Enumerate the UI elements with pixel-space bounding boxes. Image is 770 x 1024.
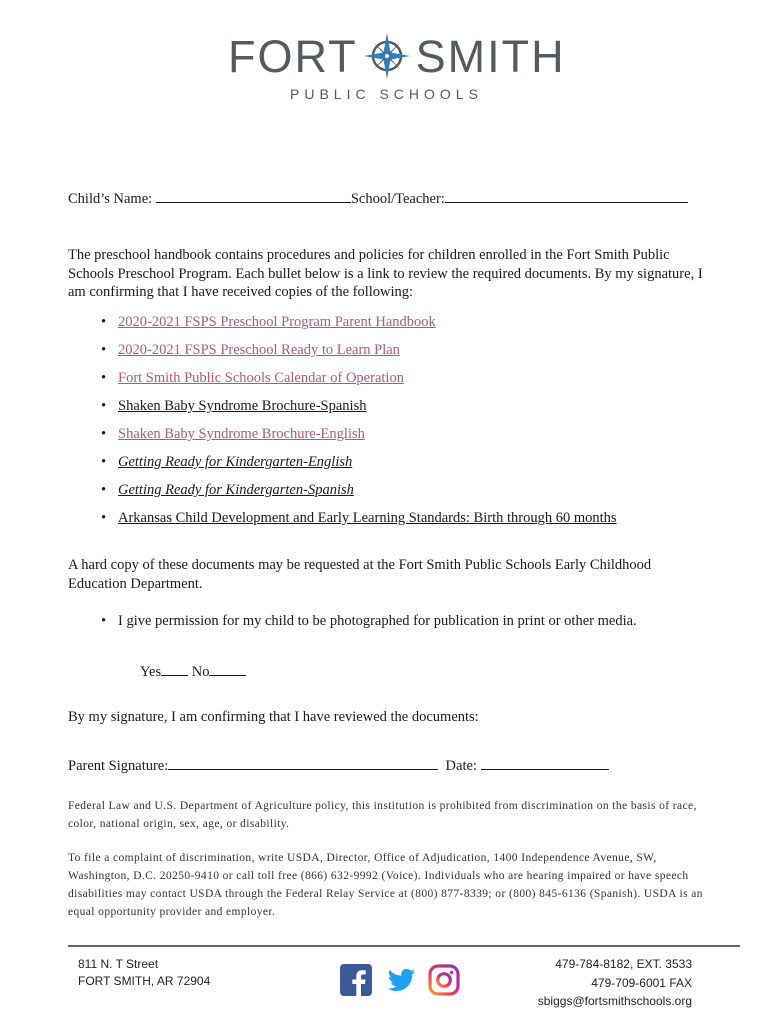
address-line-2: FORT SMITH, AR 72904	[78, 974, 211, 988]
complaint-info: To file a complaint of discrimination, write USDA, Director, Office of Adjudication, 1400 Independence Avenue, SW, Washington, D.C. 20250-9410 or call toll free (866) 632-9992 (Voice). Individuals who are hearing impaired or have speech disabilities may contact USDA through the Federal Relay Service at (800) 877-8339; or (800) 845-6136 (Spanish). USDA is an equal opportunity provider and employer.	[68, 852, 703, 918]
no-field[interactable]	[209, 661, 246, 676]
parent-signature-field[interactable]	[168, 755, 438, 770]
permission-text: I give permission for my child to be photographed for publication in print or other media.	[118, 613, 637, 629]
list-item	[118, 612, 637, 640]
list-item	[118, 453, 617, 481]
logo-subtitle: PUBLIC SCHOOLS	[290, 86, 483, 102]
doc-link-calendar[interactable]: Fort Smith Public Schools Calendar of Operation	[118, 370, 404, 386]
twitter-icon[interactable]	[385, 964, 417, 996]
list-item	[118, 369, 617, 397]
signature-line	[68, 755, 609, 775]
doc-link-kindergarten-spanish[interactable]: Getting Ready for Kindergarten-Spanish	[118, 482, 354, 498]
school-teacher-label: School/Teacher:	[350, 191, 445, 207]
yes-no-line	[140, 661, 246, 681]
logo-wordmark	[228, 30, 566, 82]
phone-number: 479-784-8182, EXT. 3533	[555, 957, 692, 971]
document-list	[118, 313, 617, 537]
date-label: Date:	[445, 758, 477, 774]
confirm-text: By my signature, I am confirming that I have reviewed the documents:	[68, 709, 479, 725]
yes-label: Yes	[140, 664, 162, 680]
footer-address	[78, 956, 210, 990]
email-address[interactable]: sbiggs@fortsmithschools.org	[537, 994, 692, 1008]
parent-signature-label: Parent Signature:	[68, 758, 169, 774]
doc-link-shaken-baby-spanish[interactable]: Shaken Baby Syndrome Brochure-Spanish	[118, 398, 367, 414]
doc-link-arkansas-standards[interactable]: Arkansas Child Development and Early Learning Standards: Birth through 60 months	[118, 510, 617, 526]
address-line-1: 811 N. T Street	[78, 957, 159, 971]
yes-field[interactable]	[161, 661, 188, 676]
logo-word-left: FORT	[228, 30, 358, 82]
school-teacher-field[interactable]	[445, 188, 688, 203]
child-name-label: Child’s Name:	[68, 191, 153, 207]
instagram-icon[interactable]	[428, 964, 460, 996]
footer-divider	[68, 945, 740, 947]
list-item	[118, 509, 617, 537]
fax-number: 479-709-6001 FAX	[591, 975, 692, 990]
list-item	[118, 481, 617, 509]
nondiscrimination-policy: Federal Law and U.S. Department of Agriculture policy, this institution is prohibited from discrimination on the basis of race, color, national origin, sex, age, or disability.	[68, 800, 697, 830]
doc-link-parent-handbook[interactable]: 2020-2021 FSPS Preschool Program Parent Handbook	[118, 314, 436, 330]
hard-copy-note: A hard copy of these documents may be requested at the Fort Smith Public Schools Early Childhood Education Department.	[68, 557, 652, 592]
list-item	[118, 397, 617, 425]
compass-icon	[362, 31, 412, 81]
list-item	[118, 341, 617, 369]
doc-link-ready-to-learn[interactable]: 2020-2021 FSPS Preschool Ready to Learn Plan	[118, 342, 400, 358]
no-label: No	[191, 664, 210, 680]
date-field[interactable]	[481, 755, 609, 770]
fort-smith-logo	[0, 30, 770, 110]
facebook-icon[interactable]	[340, 964, 372, 996]
child-name-field[interactable]	[156, 188, 351, 203]
footer-contact	[538, 955, 692, 1011]
child-school-line	[68, 188, 688, 208]
list-item	[118, 425, 617, 453]
permission-list	[118, 612, 637, 640]
doc-link-shaken-baby-english[interactable]: Shaken Baby Syndrome Brochure-English	[118, 426, 365, 442]
doc-link-kindergarten-english[interactable]: Getting Ready for Kindergarten-English	[118, 454, 353, 470]
intro-paragraph: The preschool handbook contains procedures and policies for children enrolled in the Fort Smith Public Schools Preschool Program. Each bullet below is a link to review the required documents. By my signature, I am confirming that I have received copies of the following:	[68, 247, 703, 300]
list-item	[118, 313, 617, 341]
logo-word-right: SMITH	[415, 30, 566, 82]
